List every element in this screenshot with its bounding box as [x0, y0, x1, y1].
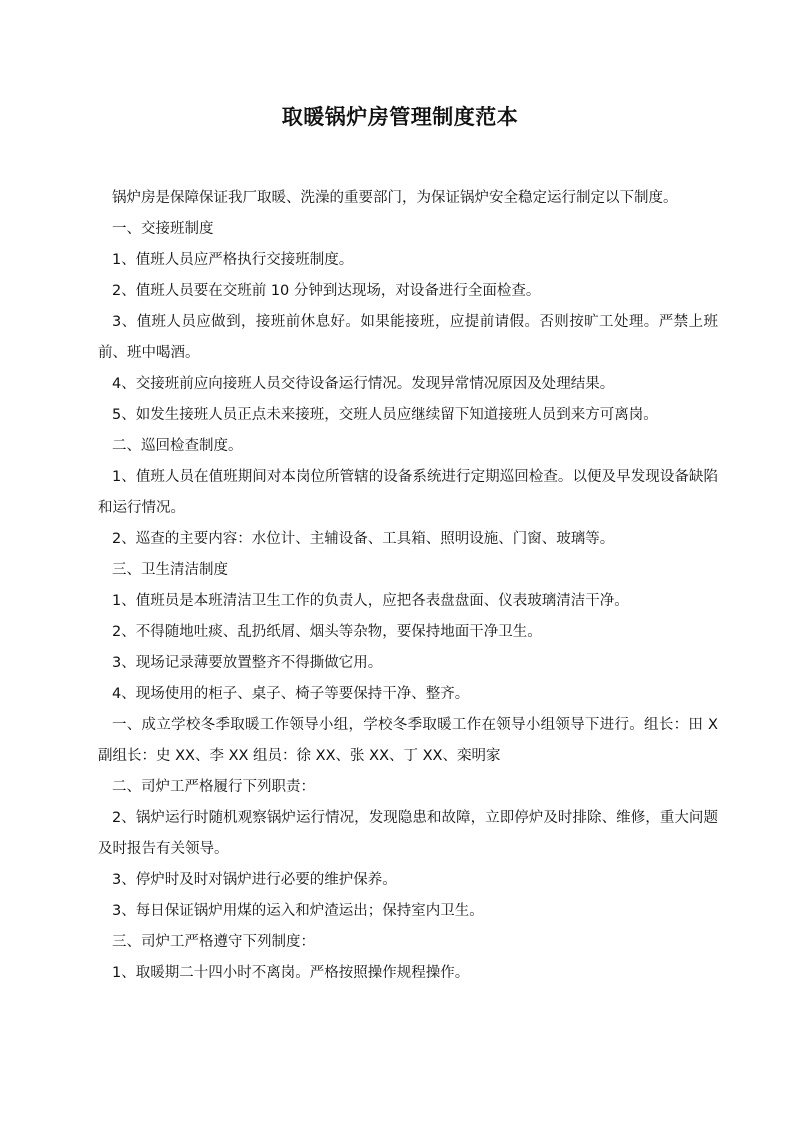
list-item: 1、值班员是本班清洁卫生工作的负责人，应把各表盘盘面、仪表玻璃清洁干净。	[112, 593, 629, 609]
list-item: 2、巡查的主要内容：水位计、主辅设备、工具箱、照明设施、门窗、玻璃等。	[112, 531, 615, 547]
list-item: 2、锅炉运行时随机观察锅炉运行情况，发现隐患和故障，立即停炉及时排除、维修，重大问题及时报告有关领导。	[98, 810, 718, 857]
document-body	[98, 183, 718, 989]
list-item: 1、值班人员应严格执行交接班制度。	[112, 252, 354, 268]
document-title: 取暖锅炉房管理制度范本	[281, 105, 519, 129]
list-item: 4、现场使用的柜子、桌子、椅子等要保持干净、整齐。	[112, 686, 470, 702]
list-item: 4、交接班前应向接班人员交待设备运行情况。发现异常情况原因及处理结果。	[112, 376, 615, 392]
intro-paragraph: 锅炉房是保障保证我厂取暖、洗澡的重要部门，为保证锅炉安全稳定运行制定以下制度。	[112, 190, 678, 206]
list-item: 1、值班人员在值班期间对本岗位所管辖的设备系统进行定期巡回检查。以便及早发现设备缺陷和运行情况。	[98, 469, 718, 516]
list-item: 3、每日保证锅炉用煤的运入和炉渣运出；保持室内卫生。	[112, 903, 484, 919]
list-item: 1、取暖期二十四小时不离岗。严格按照操作规程操作。	[112, 965, 470, 981]
section-heading: 三、司炉工严格遵守下列制度：	[112, 934, 315, 950]
list-item: 3、停炉时及时对锅炉进行必要的维护保养。	[112, 872, 397, 888]
section-heading: 二、司炉工严格履行下列职责：	[112, 779, 315, 795]
section-heading: 二、巡回检查制度。	[112, 438, 243, 454]
list-item: 3、现场记录薄要放置整齐不得撕做它用。	[112, 655, 383, 671]
list-item: 5、如发生接班人员正点未来接班，交班人员应继续留下知道接班人员到来方可离岗。	[112, 407, 658, 423]
section-heading: 三、卫生清洁制度	[112, 562, 228, 578]
section-heading: 一、成立学校冬季取暖工作领导小组，学校冬季取暖工作在领导小组领导下进行。组长：田 X 副组长：史 XX、李 XX 组员：徐 XX、张 XX、丁 XX、栾明家	[98, 717, 718, 764]
list-item: 3、值班人员应做到，接班前休息好。如果能接班，应提前请假。否则按旷工处理。严禁上班前、班中喝酒。	[98, 314, 718, 361]
section-heading: 一、交接班制度	[112, 221, 214, 237]
list-item: 2、值班人员要在交班前 10 分钟到达现场，对设备进行全面检查。	[112, 283, 541, 299]
list-item: 2、不得随地吐痰、乱扔纸屑、烟头等杂物，要保持地面干净卫生。	[112, 624, 542, 640]
